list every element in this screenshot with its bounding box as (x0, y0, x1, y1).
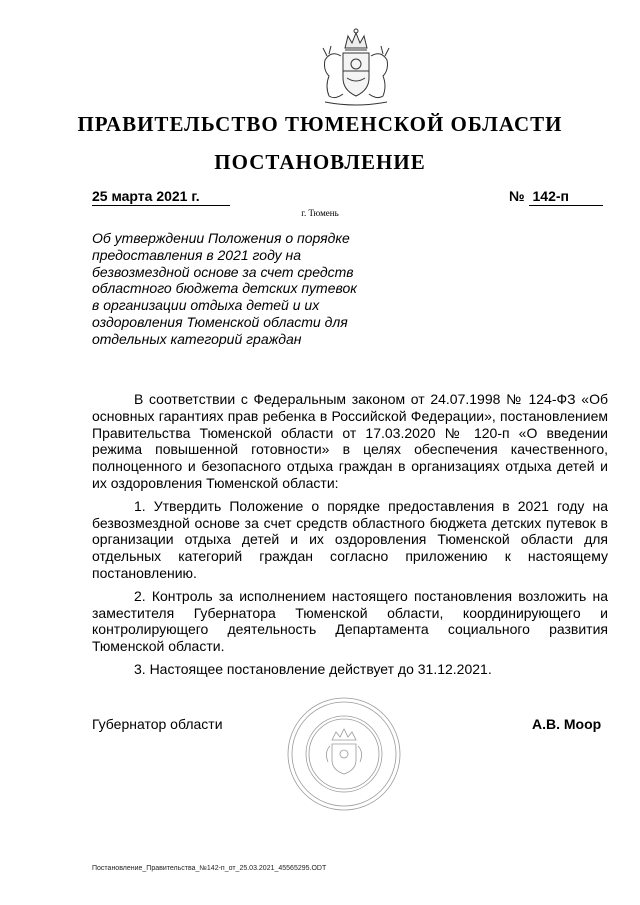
document-subject: Об утверждении Положения о порядке предоставления в 2021 году на безвозмездной основе за счет средств областного бюджета детских путевок в организации отдыха детей и их оздоровления Тюменской области для отдельных категорий граждан (92, 230, 357, 347)
document-type: ПОСТАНОВЛЕНИЕ (214, 150, 426, 174)
number-prefix: № (509, 188, 525, 204)
official-seal-icon (286, 696, 402, 812)
signer-title: Губернатор области (92, 716, 223, 732)
body-paragraph: 1. Утвердить Положение о порядке предоставления в 2021 году на безвозмездной основе за счет средств областного бюджета детских путевок в организации отдыха детей и их оздоровления Тюменской области для отдельных категорий граждан согласно приложению к настоящему постановлению. (92, 497, 608, 581)
footer-filename: Постановление_Правительства_№142-п_от_25.03.2021_45565295.ODT (92, 865, 327, 872)
document-city: г. Тюмень (301, 208, 339, 218)
document-date: 25 марта 2021 г. (92, 187, 230, 206)
document-number-block (509, 187, 603, 206)
signer-name: А.В. Моор (532, 716, 602, 732)
body-paragraph: В соответствии с Федеральным законом от 24.07.1998 № 124-ФЗ «Об основных гарантиях прав ребенка в Российской Федерации», постановлением Правительства Тюменской области от 17.03.2020 № 120-п «О введении режима повышенной готовности» в целях обеспечения качественного, полноценного и безопасного отдыха граждан в организациях отдыха детей и их оздоровления Тюменской области: (92, 391, 608, 491)
tyumen-coat-of-arms-icon (313, 26, 399, 112)
body-paragraph: 3. Настоящее постановление действует до 31.12.2021. (134, 660, 492, 677)
organization-title: ПРАВИТЕЛЬСТВО ТЮМЕНСКОЙ ОБЛАСТИ (77, 112, 563, 136)
document-body (92, 391, 608, 684)
document-number: 142-п (529, 187, 603, 206)
body-paragraph: 2. Контроль за исполнением настоящего постановления возложить на заместителя Губернатора Тюменской области, координирующего и контролирующего деятельность Департамента социального развития Тюменской области. (92, 587, 608, 655)
